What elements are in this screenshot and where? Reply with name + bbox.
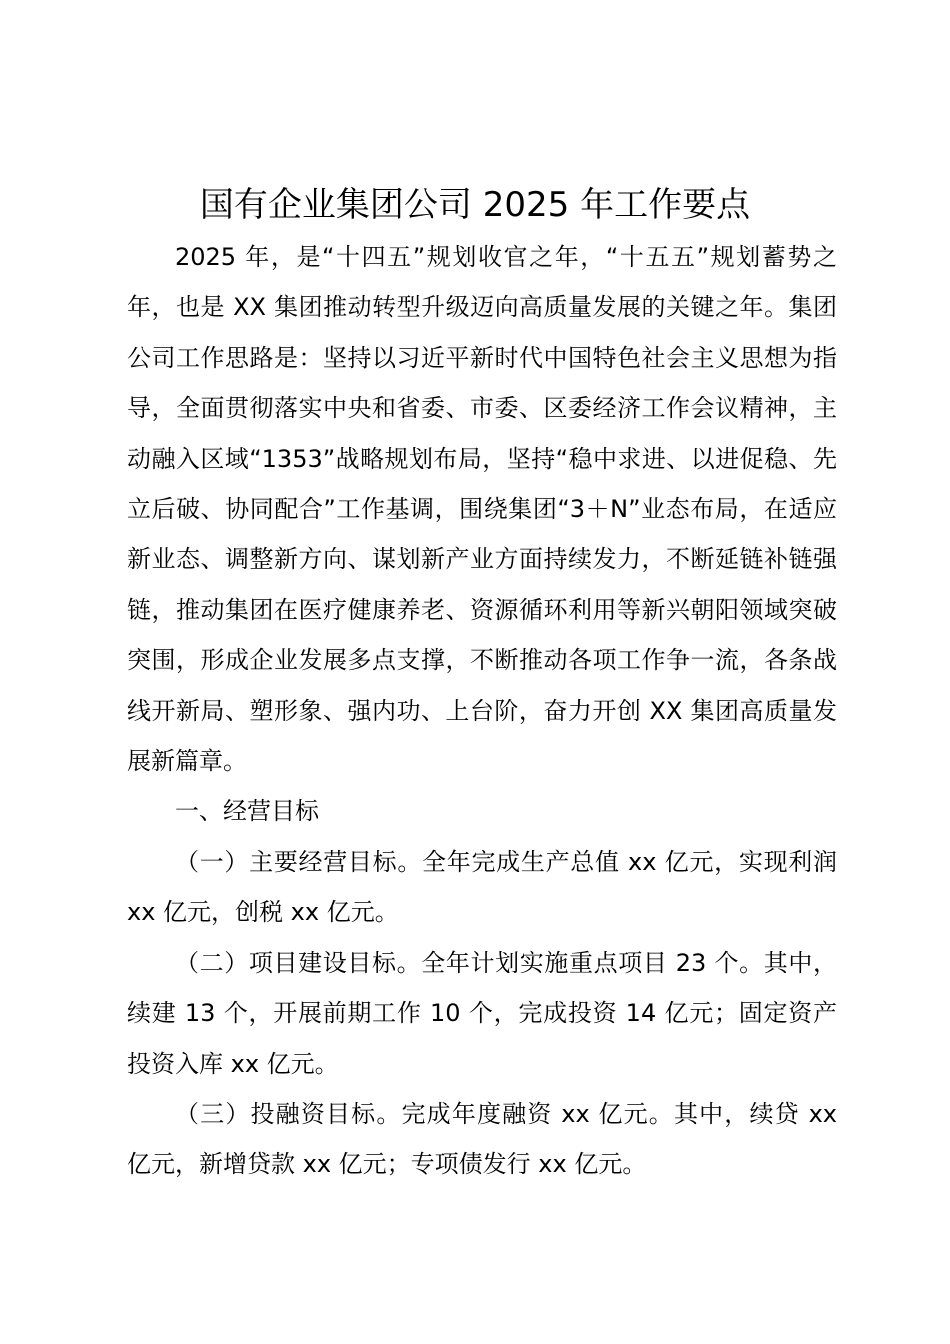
- section-heading-business-goals: 一、经营目标: [175, 797, 319, 826]
- paragraph-main-business-goals: （一）主要经营目标。全年完成生产总值 xx 亿元，实现利润 xx 亿元，创税 xx 亿元。: [127, 847, 837, 927]
- paragraph-financing-goals: （三）投融资目标。完成年度融资 xx 亿元。其中，续贷 xx 亿元，新增贷款 xx 亿元；专项债发行 xx 亿元。: [127, 1099, 837, 1179]
- intro-paragraph: 2025 年，是“十四五”规划收官之年，“十五五”规划蓄势之年，也是 XX 集团推动转型升级迈向高质量发展的关键之年。集团公司工作思路是：坚持以习近平新时代中国特色社会主义思想为指导，全面贯彻落实中央和省委、市委、区委经济工作会议精神，主动融入区域“1353”战略规划布局，坚持“稳中求进、以进促稳、先立后破、协同配合”工作基调，围绕集团“3＋N”业态布局，在适应新业态、调整新方向、谋划新产业方面持续发力，不断延链补链强链，推动集团在医疗健康养老、资源循环利用等新兴朝阳领域突破突围，形成企业发展多点支撑，不断推动各项工作争一流，各条战线开新局、塑形象、强内功、上台阶，奋力开创 XX 集团高质量发展新篇章。: [127, 243, 837, 776]
- document-body: [127, 232, 837, 1190]
- document-title: 国有企业集团公司 2025 年工作要点: [199, 185, 751, 225]
- paragraph-project-construction-goals: （二）项目建设目标。全年计划实施重点项目 23 个。其中，续建 13 个，开展前期工作 10 个，完成投资 14 亿元；固定资产投资入库 xx 亿元。: [127, 948, 837, 1078]
